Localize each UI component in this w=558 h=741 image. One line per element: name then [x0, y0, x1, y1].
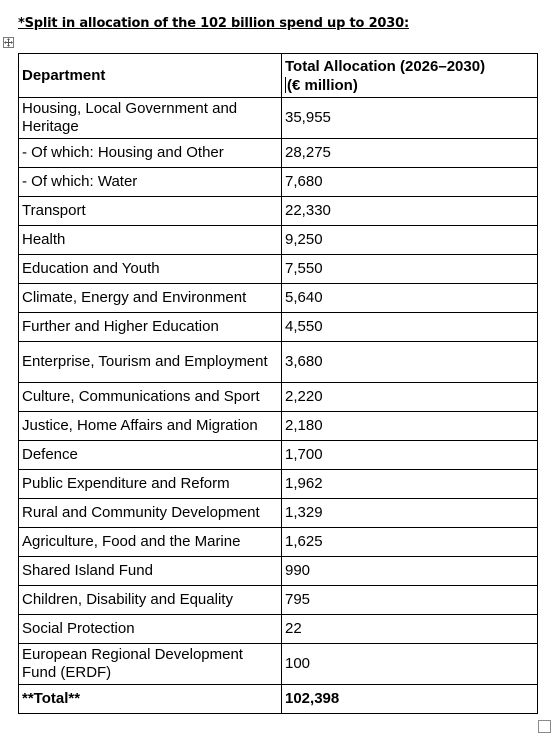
- header-allocation-line1: Total Allocation (2026–2030): [285, 58, 486, 75]
- department-cell: Social Protection: [19, 615, 282, 644]
- department-cell: European Regional Development Fund (ERDF): [19, 644, 282, 685]
- department-cell: Agriculture, Food and the Marine: [19, 528, 282, 557]
- table-row: [19, 313, 538, 342]
- allocation-cell: 5,640: [282, 284, 538, 313]
- department-cell: Enterprise, Tourism and Employment: [19, 342, 282, 383]
- department-cell: Rural and Community Development: [19, 499, 282, 528]
- table-row: [19, 644, 538, 685]
- allocation-cell: 1,700: [282, 441, 538, 470]
- allocation-cell: 28,275: [282, 139, 538, 168]
- department-cell: - Of which: Water: [19, 168, 282, 197]
- allocation-cell: 1,962: [282, 470, 538, 499]
- allocation-cell: 2,180: [282, 412, 538, 441]
- header-department: Department: [19, 54, 282, 98]
- department-cell: Defence: [19, 441, 282, 470]
- table-resize-icon[interactable]: [538, 720, 551, 733]
- department-cell: Culture, Communications and Sport: [19, 383, 282, 412]
- allocation-cell: 100: [282, 644, 538, 685]
- table-row: [19, 383, 538, 412]
- department-cell: Children, Disability and Equality: [19, 586, 282, 615]
- table-move-icon[interactable]: [3, 37, 14, 48]
- table-row: [19, 528, 538, 557]
- table-row: [19, 226, 538, 255]
- department-cell: Further and Higher Education: [19, 313, 282, 342]
- total-label-cell: **Total**: [19, 685, 282, 714]
- table-row: [19, 197, 538, 226]
- table-header-row: [19, 54, 538, 98]
- header-allocation-line2: (€ million): [287, 77, 358, 94]
- allocation-cell: 1,625: [282, 528, 538, 557]
- department-cell: Shared Island Fund: [19, 557, 282, 586]
- table-row: [19, 615, 538, 644]
- total-value-cell: 102,398: [282, 685, 538, 714]
- table-row: [19, 499, 538, 528]
- table-row: [19, 139, 538, 168]
- table-row: [19, 470, 538, 499]
- department-cell: Public Expenditure and Reform: [19, 470, 282, 499]
- department-cell: Transport: [19, 197, 282, 226]
- department-cell: Justice, Home Affairs and Migration: [19, 412, 282, 441]
- allocation-cell: 22: [282, 615, 538, 644]
- allocation-cell: 3,680: [282, 342, 538, 383]
- allocation-table: [18, 53, 538, 714]
- table-row: [19, 441, 538, 470]
- table-row: [19, 557, 538, 586]
- allocation-cell: 7,680: [282, 168, 538, 197]
- table-row: [19, 168, 538, 197]
- allocation-cell: 795: [282, 586, 538, 615]
- text-cursor: [285, 77, 286, 93]
- table-row: [19, 284, 538, 313]
- table-row: [19, 412, 538, 441]
- table-row: [19, 98, 538, 139]
- table-row: [19, 342, 538, 383]
- allocation-cell: 22,330: [282, 197, 538, 226]
- allocation-cell: 2,220: [282, 383, 538, 412]
- department-cell: - Of which: Housing and Other: [19, 139, 282, 168]
- table-row: [19, 255, 538, 284]
- allocation-cell: 9,250: [282, 226, 538, 255]
- allocation-cell: 4,550: [282, 313, 538, 342]
- table-total-row: [19, 685, 538, 714]
- department-cell: Education and Youth: [19, 255, 282, 284]
- table-row: [19, 586, 538, 615]
- department-cell: Climate, Energy and Environment: [19, 284, 282, 313]
- department-cell: Health: [19, 226, 282, 255]
- allocation-cell: 7,550: [282, 255, 538, 284]
- document-heading: *Split in allocation of the 102 billion spend up to 2030:: [18, 16, 409, 31]
- allocation-cell: 990: [282, 557, 538, 586]
- allocation-cell: 35,955: [282, 98, 538, 139]
- allocation-cell: 1,329: [282, 499, 538, 528]
- header-allocation: [282, 54, 538, 98]
- department-cell: Housing, Local Government and Heritage: [19, 98, 282, 139]
